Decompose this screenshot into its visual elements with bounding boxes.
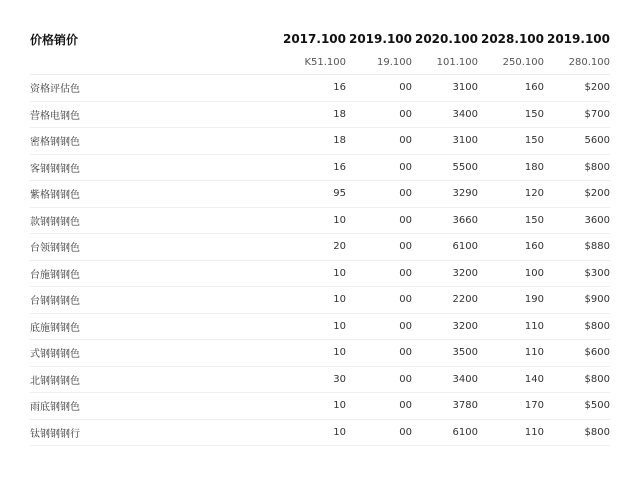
table-cell: 150: [478, 128, 544, 155]
table-cell: $800: [544, 419, 610, 446]
table-cell: $880: [544, 234, 610, 261]
table-row: [30, 287, 610, 314]
table-cell: 160: [478, 75, 544, 102]
table-cell: 2200: [412, 287, 478, 314]
table-row: [30, 207, 610, 234]
table-cell: 00: [346, 366, 412, 393]
column-subheader: 280.100: [544, 50, 610, 75]
row-label: 底施钢钢色: [30, 313, 280, 340]
table-cell: 10: [280, 393, 346, 420]
table-cell: 00: [346, 181, 412, 208]
table-cell: 100: [478, 260, 544, 287]
table-row: [30, 340, 610, 367]
table-cell: 16: [280, 75, 346, 102]
row-label: 钛钢钢钢行: [30, 419, 280, 446]
column-header: 2019.100: [546, 32, 610, 46]
table-cell: $800: [544, 154, 610, 181]
table-row: [30, 154, 610, 181]
table-row: [30, 419, 610, 446]
column-header: 2020.100: [414, 32, 478, 46]
table-cell: 10: [280, 313, 346, 340]
table-cell: 00: [346, 287, 412, 314]
table-cell: 18: [280, 101, 346, 128]
table-cell: 00: [346, 393, 412, 420]
table-row: [30, 366, 610, 393]
table-header: [30, 28, 610, 75]
table-cell: 110: [478, 419, 544, 446]
table-row: [30, 260, 610, 287]
column-subheader: 19.100: [346, 50, 412, 75]
row-label: 雨底钢钢色: [30, 393, 280, 420]
table-cell: $600: [544, 340, 610, 367]
column-subheader: 101.100: [412, 50, 478, 75]
table-cell: 20: [280, 234, 346, 261]
table-cell: 00: [346, 207, 412, 234]
table-cell: 3100: [412, 75, 478, 102]
table-cell: 160: [478, 234, 544, 261]
row-label: 客钢钢钢色: [30, 154, 280, 181]
row-label: 式钢钢钢色: [30, 340, 280, 367]
table-cell: 180: [478, 154, 544, 181]
table-cell: 3500: [412, 340, 478, 367]
row-label: 台施钢钢色: [30, 260, 280, 287]
table-body: [30, 75, 610, 446]
table-cell: 150: [478, 207, 544, 234]
table-cell: $900: [544, 287, 610, 314]
row-label: 台钢钢钢色: [30, 287, 280, 314]
table-row: [30, 393, 610, 420]
table-cell: 10: [280, 260, 346, 287]
table-cell: $200: [544, 181, 610, 208]
table-cell: 00: [346, 154, 412, 181]
table-cell: 5500: [412, 154, 478, 181]
table-cell: 10: [280, 419, 346, 446]
table-cell: 3100: [412, 128, 478, 155]
table-cell: 00: [346, 340, 412, 367]
table-cell: 190: [478, 287, 544, 314]
table-cell: 170: [478, 393, 544, 420]
row-label: 密格钢钢色: [30, 128, 280, 155]
table-row: [30, 75, 610, 102]
table-cell: 10: [280, 340, 346, 367]
table-row: [30, 101, 610, 128]
table-cell: 5600: [544, 128, 610, 155]
table-cell: 00: [346, 419, 412, 446]
table-cell: 3660: [412, 207, 478, 234]
table-cell: 110: [478, 340, 544, 367]
table-cell: 00: [346, 234, 412, 261]
subheader-spacer: [30, 50, 280, 75]
table-cell: $500: [544, 393, 610, 420]
table-cell: $300: [544, 260, 610, 287]
table-cell: 3780: [412, 393, 478, 420]
table-cell: $800: [544, 366, 610, 393]
row-label: 款钢钢钢色: [30, 207, 280, 234]
table-cell: 120: [478, 181, 544, 208]
table-cell: 150: [478, 101, 544, 128]
table-row: [30, 181, 610, 208]
row-label: 营格电钢色: [30, 101, 280, 128]
table-cell: 3200: [412, 313, 478, 340]
column-header: 2019.100: [348, 32, 412, 46]
table-cell: 3400: [412, 366, 478, 393]
table-cell: 00: [346, 75, 412, 102]
table-cell: $200: [544, 75, 610, 102]
table-cell: 3290: [412, 181, 478, 208]
table-cell: 16: [280, 154, 346, 181]
table-cell: 00: [346, 128, 412, 155]
table-cell: 10: [280, 207, 346, 234]
row-label: 北钢钢钢色: [30, 366, 280, 393]
table-cell: 00: [346, 260, 412, 287]
table-cell: $800: [544, 313, 610, 340]
table-cell: 3200: [412, 260, 478, 287]
column-header: 2017.100: [282, 32, 346, 46]
table-row: [30, 234, 610, 261]
table-cell: $700: [544, 101, 610, 128]
table-row: [30, 313, 610, 340]
table-title: 价格销价: [30, 32, 79, 47]
row-label: 台领钢钢色: [30, 234, 280, 261]
table-cell: 3600: [544, 207, 610, 234]
row-label: 资格评估色: [30, 75, 280, 102]
table-cell: 6100: [412, 419, 478, 446]
table-cell: 10: [280, 287, 346, 314]
table-row: [30, 128, 610, 155]
table-cell: 30: [280, 366, 346, 393]
table-cell: 18: [280, 128, 346, 155]
column-subheader: K51.100: [280, 50, 346, 75]
price-sheet: [30, 28, 610, 446]
column-subheader: 250.100: [478, 50, 544, 75]
row-label: 紫格钢钢色: [30, 181, 280, 208]
table-cell: 6100: [412, 234, 478, 261]
table-cell: 00: [346, 313, 412, 340]
table-cell: 140: [478, 366, 544, 393]
header-row: [30, 28, 610, 50]
table-cell: 00: [346, 101, 412, 128]
price-table: [30, 28, 610, 446]
table-cell: 95: [280, 181, 346, 208]
column-header: 2028.100: [480, 32, 544, 46]
subheader-row: [30, 50, 610, 75]
table-cell: 110: [478, 313, 544, 340]
table-cell: 3400: [412, 101, 478, 128]
